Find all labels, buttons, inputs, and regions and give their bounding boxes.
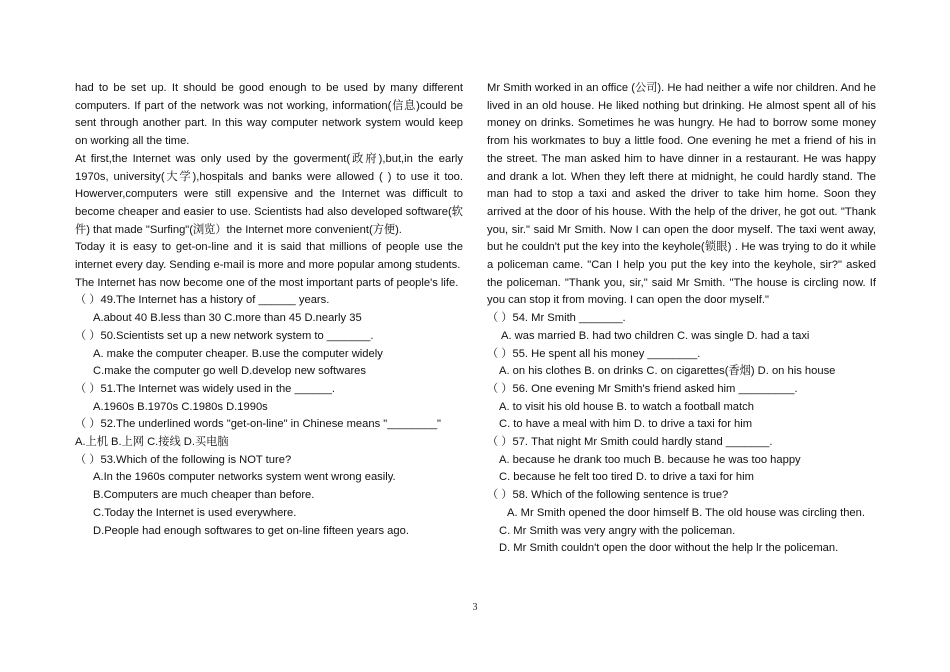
- question-50-options-cd: C.make the computer go well D.develop new softwares: [93, 365, 366, 378]
- right-column: [487, 80, 876, 558]
- question-49-options: A.about 40 B.less than 30 C.more than 45 D.nearly 35: [93, 312, 362, 325]
- question-50-options-ab: A. make the computer cheaper. B.use the computer widely: [93, 347, 383, 360]
- question-51: （ ）51.The Internet was widely used in the ______.: [75, 382, 335, 395]
- page-number: 3: [472, 602, 478, 613]
- question-52: （ ）52.The underlined words "get-on-line" in Chinese means "________": [75, 418, 442, 431]
- question-51-options: A.1960s B.1970s C.1980s D.1990s: [93, 400, 268, 413]
- passage-paragraph: Today it is easy to get-on-line and it is said that millions of people use the internet every day. Sending e-mail is more and more popular among students.: [75, 241, 463, 272]
- question-57-options-cd: C. because he felt too tired D. to drive a taxi for him: [499, 471, 754, 484]
- passage-paragraph: At first,the Internet was only used by the goverment(政府),but,in the early 1970s, university(大学),hospitals and banks were allowed ( ) to use it too. Howerver,computers were still expensive and the Internet was difficult to become cheaper and easier to use. Scientists had also developed software(软件) that made "Surfing"(浏览）the Internet more convenient(方便).: [75, 152, 463, 236]
- question-54-options: A. was married B. had two children C. was single D. had a taxi: [501, 329, 810, 342]
- question-56-options-cd: C. to have a meal with him D. to drive a taxi for him: [499, 418, 753, 431]
- question-58-options-ab: A. Mr Smith opened the door himself B. The old house was circling then.: [507, 506, 865, 519]
- question-58-option-d: D. Mr Smith couldn't open the door without the help lr the policeman.: [499, 542, 839, 555]
- question-53-option-d: D.People had enough softwares to get on-line fifteen years ago.: [93, 524, 409, 537]
- question-57: （ ）57. That night Mr Smith could hardly stand _______.: [487, 436, 773, 449]
- question-53-option-b: B.Computers are much cheaper than before.: [93, 489, 315, 502]
- question-50: （ ）50.Scientists set up a new network system to _______.: [75, 329, 374, 342]
- question-52-options: A.上机 B.上网 C.接线 D.买电脑: [75, 436, 229, 449]
- question-56: （ ）56. One evening Mr Smith's friend asked him _________.: [487, 382, 798, 395]
- passage-paragraph: had to be set up. It should be good enough to be used by many different computers. If part of the network was not working, information(信息)could be sent through another part. In this way computer network system would keep on working all the time.: [75, 82, 463, 148]
- question-57-options-ab: A. because he drank too much B. because he was too happy: [499, 453, 801, 466]
- question-58-option-c: C. Mr Smith was very angry with the policeman.: [499, 524, 736, 537]
- question-54: （ ）54. Mr Smith _______.: [487, 312, 626, 325]
- question-53-option-c: C.Today the Internet is used everywhere.: [93, 506, 297, 519]
- question-56-options-ab: A. to visit his old house B. to watch a football match: [499, 400, 754, 413]
- question-55-options: A. on his clothes B. on drinks C. on cigarettes(香烟) D. on his house: [499, 365, 836, 378]
- question-53: （ ）53.Which of the following is NOT ture?: [75, 453, 292, 466]
- question-53-option-a: A.In the 1960s computer networks system went wrong easily.: [93, 471, 396, 484]
- passage-paragraph: Mr Smith worked in an office (公司). He had neither a wife nor children. And he lived in an old house. He liked nothing but drinking. He almost spent all of his money on drinks. Sometimes he was hungry. He had to borrow some money from his workmates to buy a little food. One evening he met a friend of his in the street. The man asked him to have dinner in a restaurant. He was happy and drank a lot. When they left there at midnight, he could hardly stand. The man had to stop a taxi and asked the driver to take him home. Soon they arrived at the door of his house. With the help of the driver, he got out. "Thank you, sir." said Mr Smith. Now I can open the door myself. The taxi went away, but he couldn't put the key into the keyhole(锁眼) . He was trying to do it while a policeman came. "Can I help you put the key into the keyhole, sir?" asked the policeman. "Thank you, sir," said Mr Smith. "The house is circling now. If you can stop it from moving. I can open the door myself.": [487, 82, 876, 307]
- question-55: （ ）55. He spent all his money ________.: [487, 347, 701, 360]
- question-49: （ ）49.The Internet has a history of ______ years.: [75, 294, 330, 307]
- question-58: （ ）58. Which of the following sentence is true?: [487, 489, 729, 502]
- passage-paragraph: The Internet has now become one of the most important parts of people's life.: [75, 276, 459, 289]
- left-column: [75, 80, 463, 540]
